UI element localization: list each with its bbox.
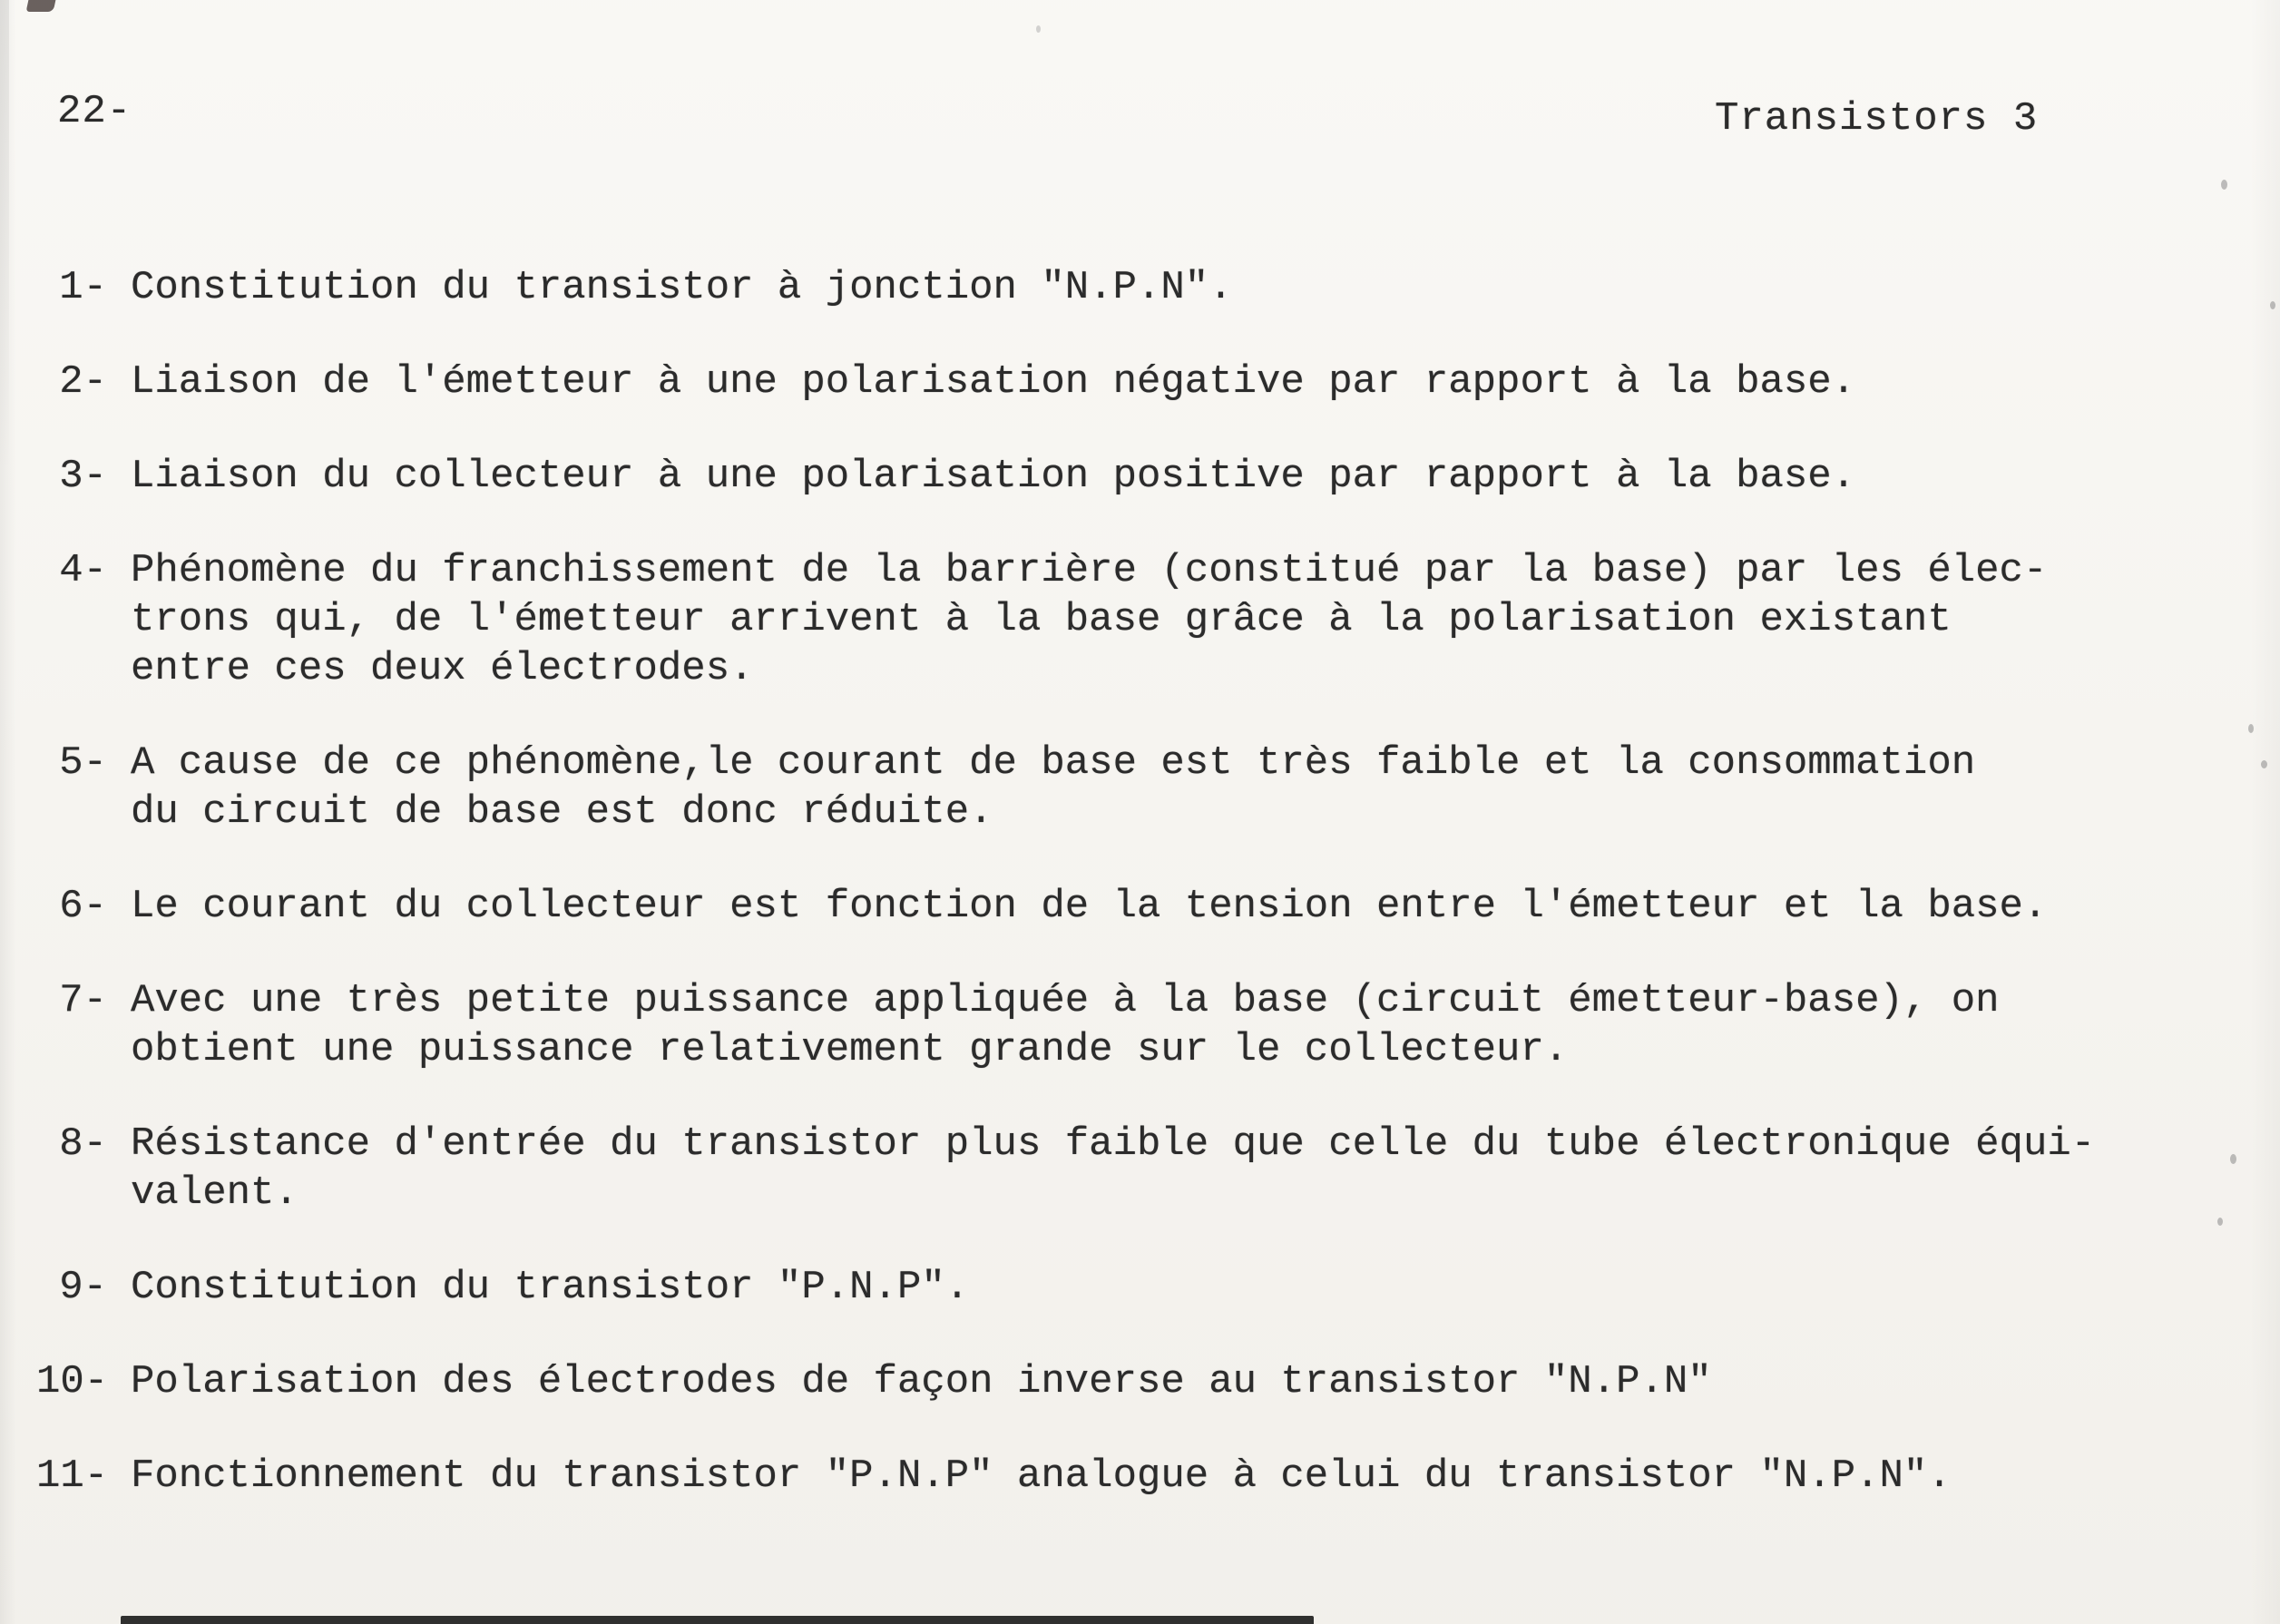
item-text	[131, 357, 1855, 406]
list-item	[36, 452, 2232, 501]
page-number: 22-	[57, 89, 132, 134]
item-text	[131, 739, 1975, 836]
item-text-line: trons qui, de l'émetteur arrivent à la base grâce à la polarisation existant	[131, 597, 1952, 642]
scan-speck	[2261, 760, 2267, 768]
item-number: 9-	[59, 1265, 107, 1310]
item-text-line: obtient une puissance relativement grande sur le collecteur.	[131, 1027, 1569, 1072]
list-item	[36, 1452, 2232, 1501]
item-text-line: Résistance d'entrée du transistor plus faible que celle du tube électronique équi-	[131, 1121, 2096, 1167]
item-number: 3-	[59, 454, 107, 499]
item-text-line: entre ces deux électrodes.	[131, 646, 754, 691]
item-text	[131, 1357, 1712, 1406]
item-text-line: Avec une très petite puissance appliquée à la base (circuit émetteur-base), on	[131, 978, 2000, 1023]
scan-streak	[0, 0, 9, 472]
item-text	[131, 452, 1855, 501]
scan-speck	[2221, 180, 2227, 190]
item-text	[131, 263, 1233, 312]
item-number: 2-	[59, 359, 107, 405]
item-text-line: Constitution du transistor à jonction "N.P.N".	[131, 265, 1233, 310]
item-text-line: Le courant du collecteur est fonction de la tension entre l'émetteur et la base.	[131, 884, 2048, 929]
item-text	[131, 1120, 2095, 1218]
scan-speck	[2270, 301, 2275, 309]
list-item	[36, 357, 2232, 406]
item-text-line: Phénomène du franchissement de la barrière (constitué par la base) par les élec-	[131, 548, 2048, 593]
item-text-line: Polarisation des électrodes de façon inverse au transistor "N.P.N"	[131, 1359, 1712, 1404]
list-item	[36, 739, 2232, 836]
item-text	[131, 882, 2047, 931]
item-text	[131, 546, 2047, 693]
item-text-line: Fonctionnement du transistor "P.N.P" analogue à celui du transistor "N.P.N".	[131, 1453, 1952, 1499]
scan-speck	[2248, 724, 2254, 733]
scan-bottom-bar	[121, 1616, 1314, 1624]
item-number: 7-	[59, 978, 107, 1023]
list-item	[36, 882, 2232, 931]
item-number: 6-	[59, 884, 107, 929]
numbered-list	[36, 263, 2232, 1546]
item-number: 8-	[59, 1121, 107, 1167]
item-text-line: Liaison de l'émetteur à une polarisation négative par rapport à la base.	[131, 359, 1856, 405]
item-text	[131, 976, 2000, 1074]
item-text-line: Liaison du collecteur à une polarisation positive par rapport à la base.	[131, 454, 1856, 499]
item-number: 10-	[36, 1359, 109, 1404]
item-text-line: du circuit de base est donc réduite.	[131, 789, 993, 835]
item-text-line: A cause de ce phénomène,le courant de base est très faible et la consommation	[131, 740, 1976, 786]
item-text-line: Constitution du transistor "P.N.P".	[131, 1265, 970, 1310]
item-number: 4-	[59, 548, 107, 593]
list-item	[36, 1120, 2232, 1218]
list-item	[36, 976, 2232, 1074]
item-number: 5-	[59, 740, 107, 786]
scan-corner-mark	[26, 0, 56, 12]
list-item	[36, 1357, 2232, 1406]
item-text	[131, 1452, 1952, 1501]
list-item	[36, 546, 2232, 693]
item-number: 11-	[36, 1453, 109, 1499]
header-title: Transistors 3	[1715, 96, 2039, 142]
list-item	[36, 263, 2232, 312]
item-text-line: valent.	[131, 1170, 298, 1216]
scan-speck	[1036, 25, 1041, 33]
list-item	[36, 1263, 2232, 1312]
item-text	[131, 1263, 969, 1312]
item-number: 1-	[59, 265, 107, 310]
